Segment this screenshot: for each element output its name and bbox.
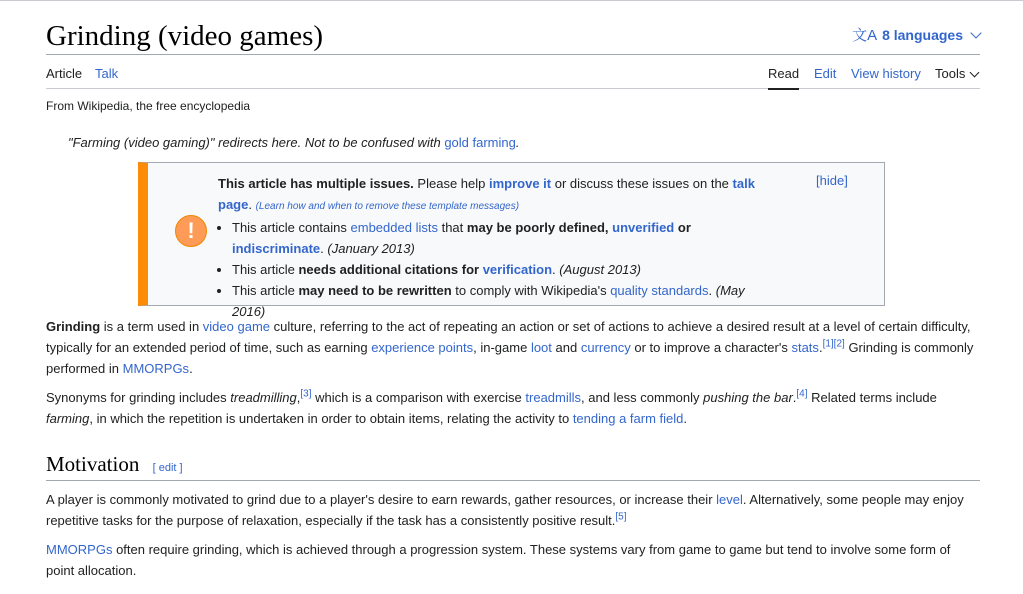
term-bold: Grinding	[46, 319, 101, 334]
tab-talk[interactable]: Talk	[95, 66, 119, 81]
tab-view-history[interactable]: View history	[851, 66, 921, 81]
citation-link[interactable]: [4]	[796, 388, 808, 400]
issues-intro: Please help	[417, 176, 486, 191]
currency-link[interactable]: currency	[580, 340, 631, 355]
hatnote-suffix: .	[515, 135, 520, 150]
text: , and less commonly	[581, 390, 700, 405]
hide-toggle[interactable]	[816, 173, 848, 188]
issues-box	[138, 162, 885, 319]
indiscriminate-link[interactable]: indiscriminate	[232, 241, 321, 256]
issue-date: (May 2016)	[232, 283, 745, 319]
issue-date: (January 2013)	[327, 241, 415, 256]
section-heading	[46, 452, 980, 481]
experience-points-link[interactable]: experience points	[371, 340, 474, 355]
intro-paragraph: Grinding is a term used in video game culture, referring to the act of repeating an action or set of actions to achieve a desired result at a level of certain difficulty, typically for an extended period of time, such as earning experience points, in-game loot and currency or to improve a character's stats.[1][2] Grinding is commonly performed in MMORPGs.	[46, 319, 974, 376]
issue-text: This article contains	[232, 220, 347, 235]
text: or to improve a character's	[634, 340, 788, 355]
issue-bold: or	[677, 220, 691, 235]
chevron-down-icon	[970, 27, 981, 38]
issues-list	[218, 217, 778, 322]
progression-paragraph	[46, 539, 976, 581]
farm-field-link[interactable]: tending a farm field	[572, 411, 684, 426]
text: which is a comparison with exercise	[315, 390, 522, 405]
issue-text: that	[441, 220, 464, 235]
citation-link[interactable]: [3]	[300, 388, 312, 400]
hatnote-text: "Farming (video gaming)" redirects here. Not to be confused with	[68, 135, 441, 150]
tagline: From Wikipedia, the free encyclopedia	[46, 99, 251, 113]
tools-label: Tools	[935, 66, 966, 81]
video-game-link[interactable]: video game	[202, 319, 271, 334]
issue-text: This article	[232, 262, 295, 277]
language-button[interactable]	[852, 24, 980, 45]
italic-term: treadmilling	[230, 390, 297, 405]
text: Synonyms for grinding includes	[46, 390, 227, 405]
text: often require grinding, which is achieved through a progression system. These systems vary from game to game but tend to involve some form of point allocation.	[46, 542, 951, 578]
issue-bold: needs additional citations for	[298, 262, 480, 277]
text: and	[555, 340, 578, 355]
italic-term: farming	[46, 411, 90, 426]
list-item: • This article needs additional citations for verification. (August 2013)	[232, 259, 778, 280]
text: , in which the repetition is undertaken in order to obtain items, relating the activity to	[89, 411, 570, 426]
verification-link[interactable]: verification	[482, 262, 553, 277]
translate-icon: 文A	[852, 27, 878, 44]
issue-bold: may need to be rewritten	[298, 283, 452, 298]
quality-standards-link[interactable]: quality standards	[610, 283, 709, 298]
synonyms-paragraph: Synonyms for grinding includes treadmilling,[3] which is a comparison with exercise treadmills, and less commonly pushing the bar.[4] Related terms include farming, in which the repetition is undertaken in order to obtain items, relating the activity to tending a farm field.	[46, 388, 937, 426]
embedded-lists-link[interactable]: embedded lists	[350, 220, 438, 235]
list-item: • This article may need to be rewritten to comply with Wikipedia's quality standards. (May 2016)	[232, 280, 778, 322]
tab-edit[interactable]: Edit	[814, 66, 837, 81]
mmorpgs-link[interactable]: MMORPGs	[122, 361, 190, 376]
text: is a term used in	[103, 319, 200, 334]
section-title: Motivation	[46, 452, 140, 476]
issue-bold: may be poorly defined,	[466, 220, 609, 235]
loot-link[interactable]: loot	[530, 340, 552, 355]
learn-more-link[interactable]: (Learn how and when to remove these template messages)	[255, 201, 520, 212]
text: A player is commonly motivated to grind due to a player's desire to earn rewards, gather resources, or increase their	[46, 492, 713, 507]
text: , in-game	[473, 340, 528, 355]
text: .	[189, 361, 193, 376]
text: Related terms include	[811, 390, 937, 405]
tab-read[interactable]: Read	[768, 65, 799, 90]
language-label: 8 languages	[882, 26, 963, 43]
hatnote-link[interactable]: gold farming	[444, 135, 516, 150]
page-tabs	[46, 58, 980, 89]
exclamation-icon: !	[175, 215, 207, 247]
top-border	[0, 0, 1023, 1]
page-title: Grinding (video games)	[46, 20, 324, 52]
italic-term: pushing the bar	[703, 390, 793, 405]
treadmills-link[interactable]: treadmills	[525, 390, 582, 405]
level-link[interactable]: level	[716, 492, 743, 507]
citation-link[interactable]: [1][2]	[822, 338, 845, 350]
issues-heading: This article has multiple issues.	[218, 176, 414, 191]
issues-discuss: or discuss these issues on the	[554, 176, 729, 191]
text: . Alternatively, some people may enjoy repetitive tasks for the purpose of relaxation, especially if the task has a consistently positive result.	[46, 492, 964, 528]
issue-date: (August 2013)	[559, 262, 641, 277]
talk-page-link[interactable]: talk page	[218, 176, 755, 212]
issue-text: This article	[232, 283, 295, 298]
unverified-link[interactable]: unverified	[612, 220, 675, 235]
issues-text: This article has multiple issues. Please help improve it or discuss these issues on the talk page. (Learn how and when to remove these template messages) • This article contains embedded lists that may be poorly defined, unverified or indiscriminate. (January 2013) • This article needs additional citations for verification. (August 2013) • This article may need to be rewritten to comply with Wikipedia's quality standards. (May 2016)	[218, 173, 778, 322]
improve-link[interactable]: improve it	[489, 176, 552, 191]
issue-text: to comply with Wikipedia's	[455, 283, 607, 298]
hide-link[interactable]: [hide]	[816, 173, 848, 188]
stats-link[interactable]: stats	[791, 340, 819, 355]
text: Grinding is commonly performed in	[46, 340, 974, 376]
edit-section-link[interactable]: [ edit ]	[152, 462, 183, 474]
mmorpgs-link[interactable]: MMORPGs	[46, 542, 113, 557]
tab-article[interactable]: Article	[46, 66, 83, 81]
citation-link[interactable]: [5]	[615, 511, 627, 523]
chevron-down-icon	[970, 67, 980, 77]
motivation-paragraph	[46, 489, 976, 531]
text: .	[683, 411, 688, 426]
tools-menu[interactable]	[935, 65, 978, 83]
hatnote	[68, 135, 519, 150]
text: culture, referring to the act of repeating an action or set of actions to achieve a desired result at a level of certain difficulty, typically for an extended period of time, such as earning	[46, 319, 971, 355]
title-bar	[46, 18, 980, 55]
list-item: • This article contains embedded lists that may be poorly defined, unverified or indiscriminate. (January 2013)	[232, 217, 778, 259]
